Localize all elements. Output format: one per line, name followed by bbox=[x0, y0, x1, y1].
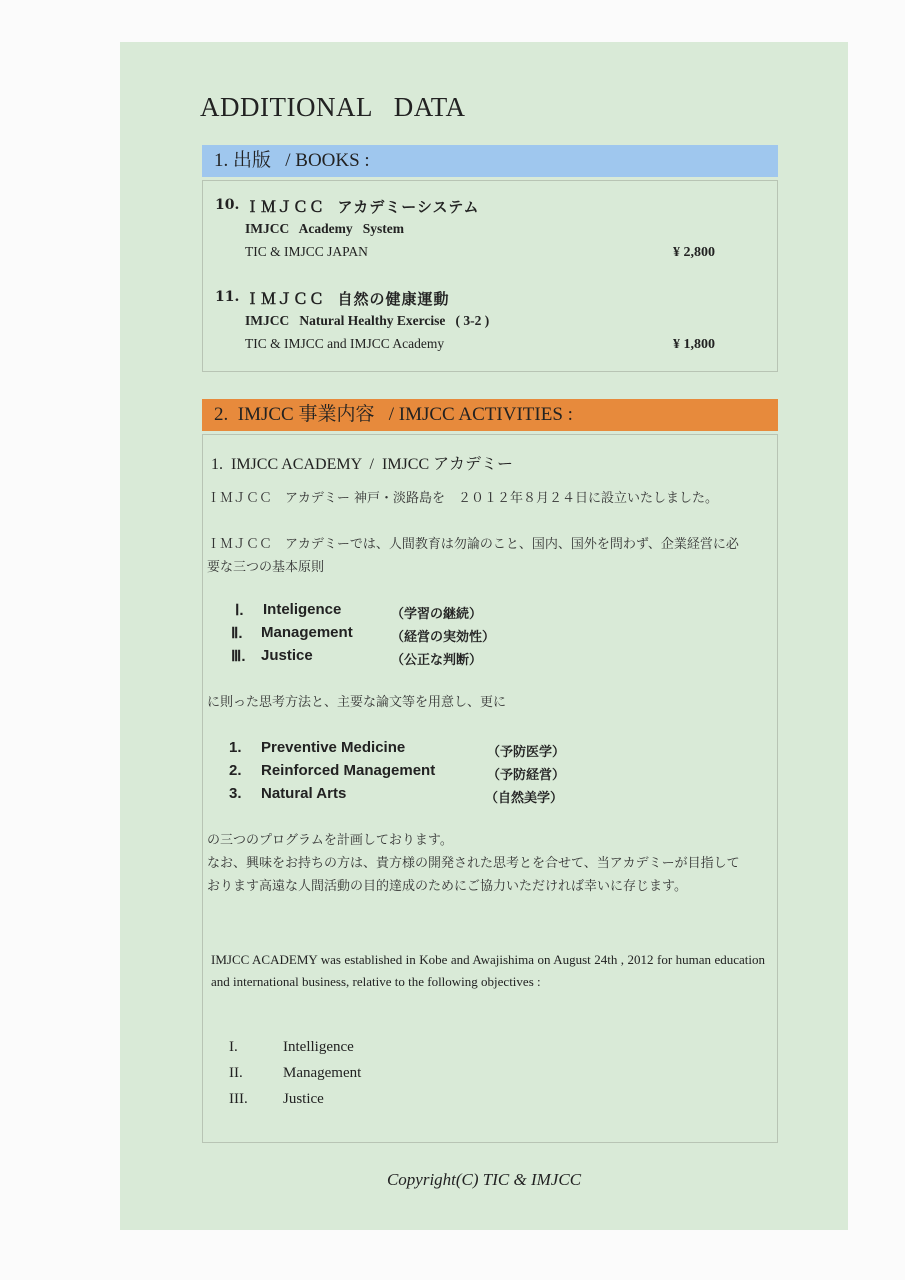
book-number: 11. bbox=[215, 289, 240, 305]
page-title: ADDITIONAL DATA bbox=[200, 92, 466, 122]
objective-number: I. bbox=[229, 1039, 238, 1055]
activities-section-heading: 2. IMJCC 事業内容 / IMJCC ACTIVITIES : bbox=[202, 399, 778, 431]
academy-heading: 1. IMJCC ACADEMY / IMJCC アカデミー bbox=[211, 456, 513, 473]
principle-number: Ⅰ. bbox=[235, 602, 244, 619]
document-sheet bbox=[120, 42, 848, 1230]
principle-label: Justice bbox=[261, 647, 313, 664]
jp-paragraph: ＩＭＪＣＣ アカデミーでは、人間教育は勿論のこと、国内、国外を問わず、企業経営に必要な三つの基本原則 bbox=[207, 537, 739, 575]
program-number: 2. bbox=[229, 762, 242, 779]
book-title-jp: ＩＭＪＣＣ 自然の健康運動 bbox=[245, 290, 450, 308]
program-jp: （予防経営） bbox=[487, 768, 566, 783]
book-title-en: IMJCC Natural Healthy Exercise ( 3-2 ) bbox=[245, 313, 490, 328]
jp-paragraph: なお、興味をお持ちの方は、貴方様の開発された思考とを合せて、当アカデミーが目指しております高遠な人間活動の目的達成のためにご協力いただければ幸いに存じます。 bbox=[207, 856, 740, 894]
activities-content bbox=[202, 434, 778, 1143]
objective-label: Management bbox=[283, 1065, 362, 1081]
objective-number: III. bbox=[229, 1091, 248, 1107]
principle-number: Ⅱ. bbox=[231, 625, 243, 642]
jp-paragraph: に則った思考方法と、主要な論文等を用意し、更に bbox=[207, 695, 507, 710]
principle-label: Management bbox=[261, 624, 353, 641]
jp-paragraph: の三つのプログラムを計画しております。 bbox=[207, 833, 453, 848]
program-jp: （自然美学） bbox=[485, 791, 564, 806]
program-label: Reinforced Management bbox=[261, 762, 436, 779]
principle-jp: （学習の継続） bbox=[391, 607, 483, 622]
principle-jp: （公正な判断） bbox=[391, 653, 483, 668]
program-label: Preventive Medicine bbox=[261, 739, 406, 756]
copyright-notice: Copyright(C) TIC & IMJCC bbox=[386, 1170, 582, 1189]
books-list bbox=[202, 180, 778, 372]
book-publisher: TIC & IMJCC and IMJCC Academy bbox=[245, 336, 445, 351]
principle-jp: （経営の実効性） bbox=[391, 630, 496, 645]
book-title-en: IMJCC Academy System bbox=[245, 221, 404, 236]
jp-paragraph: ＩＭＪＣＣ アカデミー 神戸・淡路島を ２０１２年８月２４日に設立いたしました。 bbox=[207, 491, 719, 506]
book-number: 10. bbox=[215, 197, 240, 213]
book-price: ¥ 1,800 bbox=[673, 337, 715, 352]
principle-number: Ⅲ. bbox=[231, 648, 246, 665]
objective-label: Justice bbox=[283, 1091, 324, 1107]
objective-number: II. bbox=[229, 1065, 243, 1081]
book-title-jp: ＩＭＪＣＣ アカデミーシステム bbox=[245, 198, 480, 216]
program-number: 3. bbox=[229, 785, 242, 802]
objective-label: Intelligence bbox=[283, 1039, 354, 1055]
program-label: Natural Arts bbox=[261, 785, 347, 802]
english-paragraph: IMJCC ACADEMY was established in Kobe and Awajishima on August 24th , 2012 for human education and international business, relative to the following objectives : bbox=[211, 952, 765, 989]
books-section-heading: 1. 出版 / BOOKS : bbox=[202, 145, 778, 177]
book-publisher: TIC & IMJCC JAPAN bbox=[245, 244, 368, 259]
principle-label: Inteligence bbox=[263, 601, 342, 618]
program-number: 1. bbox=[229, 739, 242, 756]
program-jp: （予防医学） bbox=[487, 745, 566, 760]
book-price: ¥ 2,800 bbox=[673, 245, 715, 260]
